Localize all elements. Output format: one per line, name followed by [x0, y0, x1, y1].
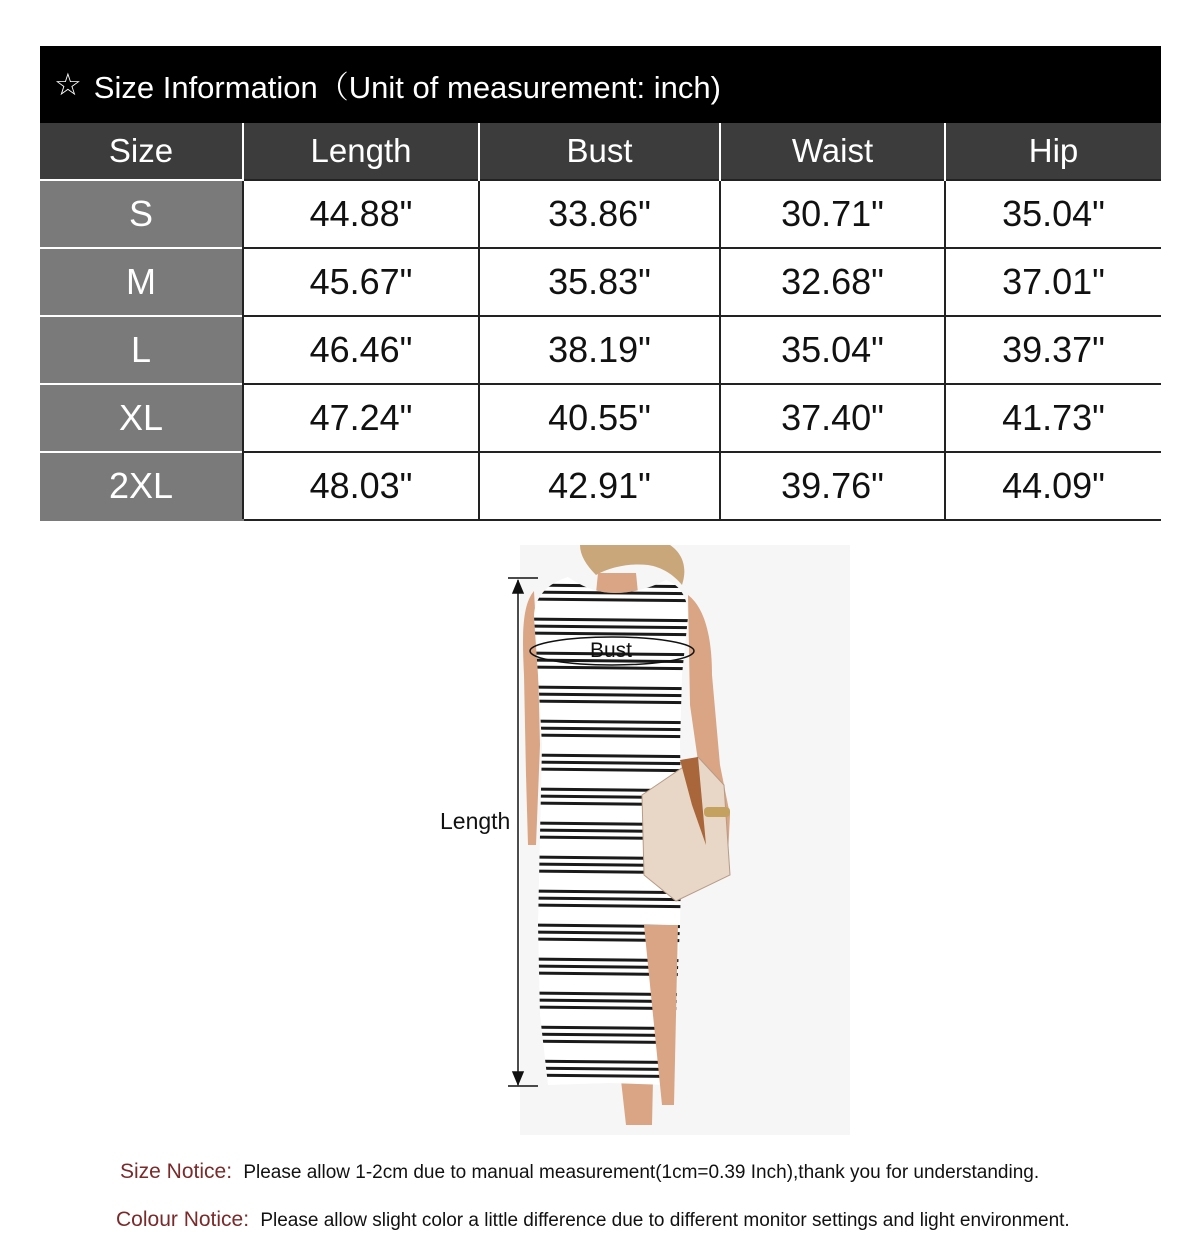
- waist-cell: 30.71": [720, 180, 945, 248]
- length-cell: 47.24": [243, 384, 479, 452]
- table-row: [40, 248, 1161, 316]
- length-label: Length: [440, 808, 511, 834]
- colour-notice-label: Colour Notice:: [116, 1208, 250, 1231]
- size-cell: L: [40, 316, 243, 384]
- bust-cell: 40.55": [479, 384, 720, 452]
- bracelet-shape: [704, 807, 730, 817]
- size-notice-text: Please allow 1-2cm due to manual measurement(1cm=0.39 Inch),thank you for understanding.: [243, 1162, 1040, 1183]
- table-header-row: [40, 123, 1161, 180]
- size-cell: M: [40, 248, 243, 316]
- waist-cell: 39.76": [720, 452, 945, 520]
- column-header-length: Length: [243, 123, 479, 180]
- size-table: [40, 123, 1161, 521]
- waist-cell: 37.40": [720, 384, 945, 452]
- colour-notice-text: Please allow slight color a little difference due to different monitor settings and light environment.: [260, 1210, 1070, 1231]
- size-cell: S: [40, 180, 243, 248]
- size-notice: [120, 1160, 1039, 1184]
- waist-cell: 32.68": [720, 248, 945, 316]
- table-row: [40, 180, 1161, 248]
- hip-cell: 35.04": [945, 180, 1161, 248]
- table-row: [40, 316, 1161, 384]
- length-cell: 48.03": [243, 452, 479, 520]
- bust-cell: 35.83": [479, 248, 720, 316]
- table-row: [40, 384, 1161, 452]
- length-cell: 44.88": [243, 180, 479, 248]
- column-header-bust: Bust: [479, 123, 720, 180]
- dress-measurement-figure: [430, 545, 850, 1135]
- waist-cell: 35.04": [720, 316, 945, 384]
- hip-cell: 41.73": [945, 384, 1161, 452]
- bust-cell: 42.91": [479, 452, 720, 520]
- colour-notice: [116, 1208, 1070, 1232]
- bust-cell: 33.86": [479, 180, 720, 248]
- hip-cell: 37.01": [945, 248, 1161, 316]
- hip-cell: 44.09": [945, 452, 1161, 520]
- column-header-waist: Waist: [720, 123, 945, 180]
- bust-label: Bust: [590, 639, 633, 662]
- size-information-title: Size Information（Unit of measurement: inch): [93, 70, 721, 105]
- size-notice-label: Size Notice:: [120, 1160, 233, 1183]
- table-row: [40, 452, 1161, 520]
- hip-cell: 39.37": [945, 316, 1161, 384]
- star-icon: ☆: [54, 66, 82, 102]
- column-header-hip: Hip: [945, 123, 1161, 180]
- bust-cell: 38.19": [479, 316, 720, 384]
- size-cell: 2XL: [40, 452, 243, 520]
- length-cell: 46.46": [243, 316, 479, 384]
- neck-shape: [596, 573, 638, 593]
- size-cell: XL: [40, 384, 243, 452]
- size-information-title-bar: [40, 46, 1161, 123]
- column-header-size: Size: [40, 123, 243, 180]
- length-cell: 45.67": [243, 248, 479, 316]
